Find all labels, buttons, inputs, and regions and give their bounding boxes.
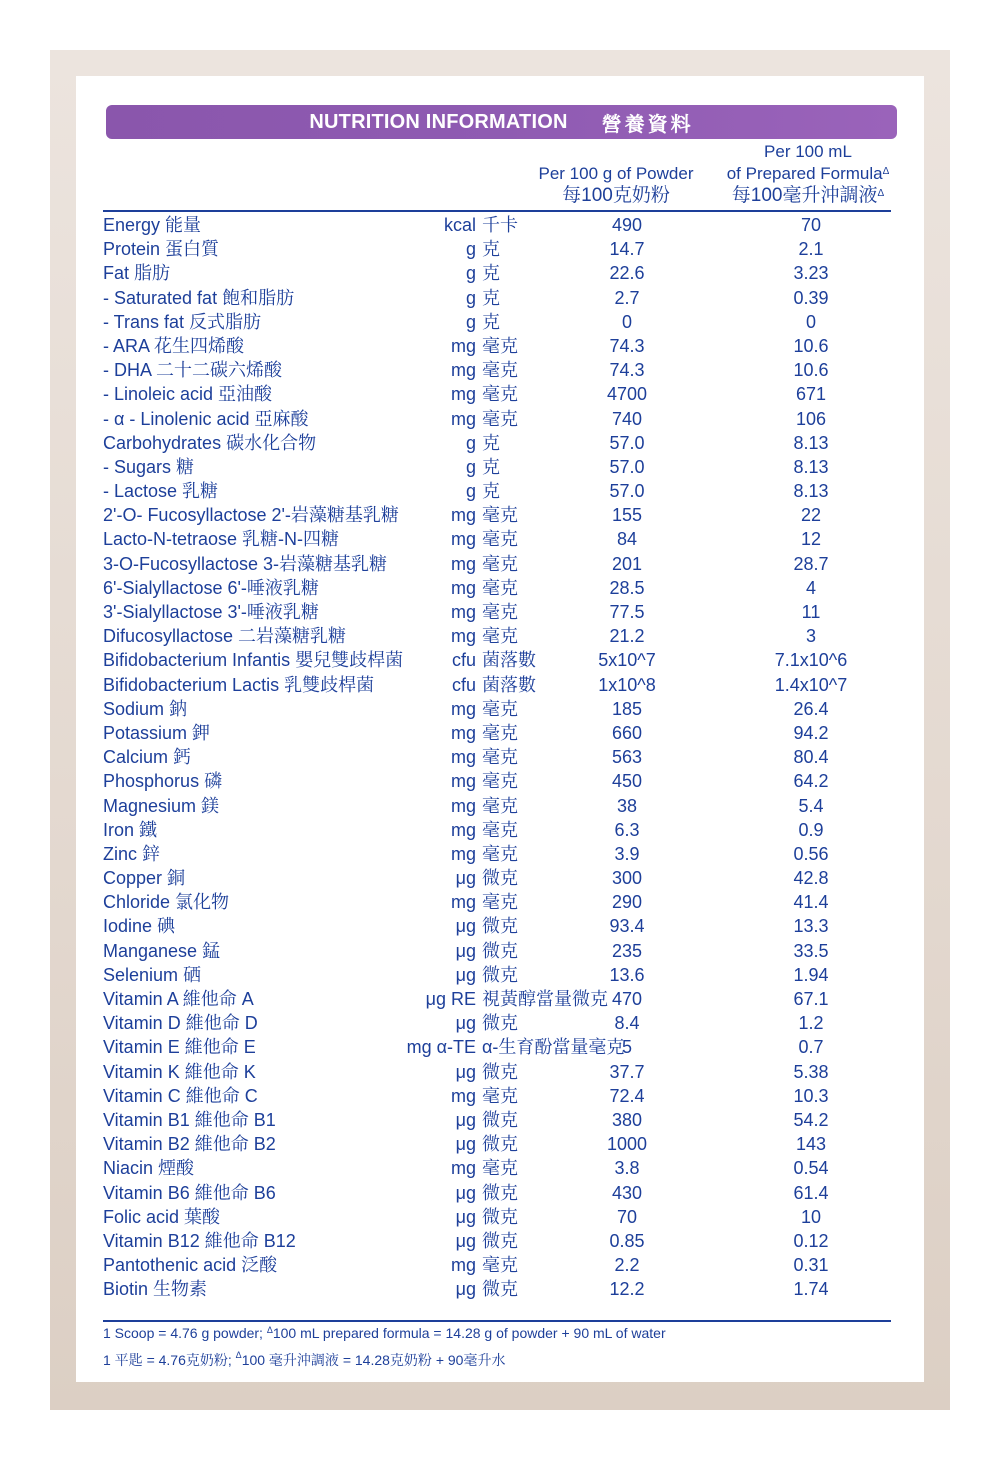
unit-cn: 毫克 bbox=[482, 1085, 518, 1106]
unit-en: mg bbox=[450, 529, 476, 550]
value-per-100ml: 5.38 bbox=[793, 1061, 829, 1082]
table-row bbox=[0, 261, 1000, 285]
nutrient-name: Vitamin B12 維他命 B12 bbox=[103, 1230, 296, 1251]
value-per-100ml: 13.3 bbox=[793, 916, 829, 937]
table-row bbox=[0, 914, 1000, 938]
table-row bbox=[0, 769, 1000, 793]
table-row bbox=[0, 987, 1000, 1011]
table-row bbox=[0, 213, 1000, 237]
nutrient-name: Bifidobacterium Infantis 嬰兒雙歧桿菌 bbox=[103, 650, 404, 671]
table-row bbox=[0, 310, 1000, 334]
footnote-1a: 1 Scoop = 4.76 g powder; bbox=[103, 1325, 263, 1341]
value-per-100g: 1000 bbox=[606, 1134, 648, 1155]
value-per-100ml: 7.1x10^6 bbox=[774, 650, 848, 671]
unit-en: mg bbox=[450, 892, 476, 913]
table-row bbox=[0, 407, 1000, 431]
value-per-100ml: 42.8 bbox=[793, 868, 829, 889]
unit-en: μg bbox=[455, 1013, 476, 1034]
table-row bbox=[0, 334, 1000, 358]
value-per-100ml: 10.6 bbox=[793, 335, 829, 356]
nutrient-name: Selenium 硒 bbox=[103, 964, 202, 985]
nutrient-name: Iron 鐵 bbox=[103, 819, 158, 840]
table-row bbox=[0, 600, 1000, 624]
value-per-100g: 57.0 bbox=[609, 432, 645, 453]
nutrient-name: Vitamin B1 維他命 B1 bbox=[103, 1109, 276, 1130]
unit-cn: 毫克 bbox=[482, 360, 518, 381]
nutrient-name: Iodine 碘 bbox=[103, 916, 176, 937]
value-per-100g: 290 bbox=[611, 892, 643, 913]
unit-cn: 毫克 bbox=[482, 577, 518, 598]
value-per-100g: 57.0 bbox=[609, 481, 645, 502]
value-per-100ml: 3.23 bbox=[793, 263, 829, 284]
table-row bbox=[0, 1156, 1000, 1180]
unit-en: μg bbox=[455, 868, 476, 889]
value-per-100ml: 1.94 bbox=[793, 964, 829, 985]
nutrient-name: 2'-O- Fucosyllactose 2'-岩藻糖基乳糖 bbox=[103, 505, 399, 526]
nutrient-name: 3-O-Fucosyllactose 3-岩藻糖基乳糖 bbox=[103, 553, 388, 574]
unit-cn: 毫克 bbox=[482, 553, 518, 574]
nutrient-name: Manganese 錳 bbox=[103, 940, 221, 961]
value-per-100ml: 0.54 bbox=[793, 1158, 829, 1179]
nutrient-name: Vitamin C 維他命 C bbox=[103, 1085, 258, 1106]
nutrient-name: - ARA 花生四烯酸 bbox=[103, 335, 245, 356]
col1-header-cn: 每100克奶粉 bbox=[562, 185, 670, 206]
value-per-100g: 84 bbox=[616, 529, 638, 550]
unit-cn: 微克 bbox=[482, 1061, 518, 1082]
table-row bbox=[0, 818, 1000, 842]
nutrient-name: Lacto-N-tetraose 乳糖-N-四糖 bbox=[103, 529, 340, 550]
table-row bbox=[0, 1011, 1000, 1035]
value-per-100g: 37.7 bbox=[609, 1061, 645, 1082]
unit-en: μg bbox=[455, 964, 476, 985]
unit-cn: 毫克 bbox=[482, 505, 518, 526]
table-row bbox=[0, 673, 1000, 697]
value-per-100ml: 94.2 bbox=[793, 722, 829, 743]
value-per-100g: 38 bbox=[616, 795, 638, 816]
table-row bbox=[0, 431, 1000, 455]
value-per-100g: 21.2 bbox=[609, 626, 645, 647]
nutrient-name: Zinc 鋅 bbox=[103, 843, 161, 864]
unit-en: g bbox=[465, 311, 476, 332]
unit-en: mg bbox=[450, 408, 476, 429]
col2-header-en-1: Per 100 mL bbox=[764, 142, 852, 161]
unit-cn: 克 bbox=[482, 481, 500, 502]
unit-en: mg bbox=[450, 1158, 476, 1179]
unit-cn: 菌落數 bbox=[482, 674, 536, 695]
unit-cn: 毫克 bbox=[482, 795, 518, 816]
table-row bbox=[0, 1253, 1000, 1277]
table-row bbox=[0, 697, 1000, 721]
value-per-100ml: 2.1 bbox=[798, 239, 824, 260]
nutrient-name: Calcium 鈣 bbox=[103, 747, 192, 768]
unit-en: μg bbox=[455, 1206, 476, 1227]
value-per-100ml: 10.3 bbox=[793, 1085, 829, 1106]
value-per-100ml: 0 bbox=[805, 311, 816, 332]
unit-cn: 毫克 bbox=[482, 335, 518, 356]
value-per-100g: 3.8 bbox=[614, 1158, 640, 1179]
col2-header-en-2: of Prepared Formula bbox=[726, 164, 883, 183]
unit-en: mg bbox=[450, 819, 476, 840]
unit-cn: 毫克 bbox=[482, 1255, 518, 1276]
value-per-100ml: 22 bbox=[800, 505, 822, 526]
unit-en: mg bbox=[450, 335, 476, 356]
value-per-100ml: 54.2 bbox=[793, 1109, 829, 1130]
header-divider bbox=[103, 210, 891, 212]
table-row bbox=[0, 237, 1000, 261]
unit-cn: 毫克 bbox=[482, 747, 518, 768]
table-row bbox=[0, 1084, 1000, 1108]
unit-en: mg bbox=[450, 843, 476, 864]
unit-cn: 毫克 bbox=[482, 698, 518, 719]
value-per-100g: 201 bbox=[611, 553, 643, 574]
unit-cn: 克 bbox=[482, 311, 500, 332]
title-en: NUTRITION INFORMATION bbox=[309, 110, 568, 133]
col1-header bbox=[536, 163, 696, 207]
unit-en: g bbox=[465, 239, 476, 260]
col1-header-en: Per 100 g of Powder bbox=[538, 164, 694, 183]
value-per-100ml: 0.31 bbox=[793, 1255, 829, 1276]
nutrient-name: Vitamin D 維他命 D bbox=[103, 1013, 258, 1034]
value-per-100g: 0 bbox=[621, 311, 632, 332]
unit-en: μg bbox=[455, 916, 476, 937]
value-per-100g: 14.7 bbox=[609, 239, 645, 260]
unit-en: μg bbox=[455, 1134, 476, 1155]
value-per-100ml: 1.74 bbox=[793, 1279, 829, 1300]
unit-cn: 微克 bbox=[482, 1013, 518, 1034]
value-per-100g: 8.4 bbox=[614, 1013, 640, 1034]
unit-cn: 視黃醇當量微克 bbox=[482, 989, 608, 1009]
value-per-100g: 22.6 bbox=[609, 263, 645, 284]
value-per-100g: 70 bbox=[616, 1206, 638, 1227]
table-row bbox=[0, 1060, 1000, 1084]
col2-header-cn: 每100毫升沖調液 bbox=[731, 185, 878, 206]
nutrient-name: Carbohydrates 碳水化合物 bbox=[103, 432, 317, 453]
unit-en: mg α-TE bbox=[406, 1037, 476, 1058]
unit-cn: 微克 bbox=[482, 1134, 518, 1155]
value-per-100ml: 33.5 bbox=[793, 940, 829, 961]
value-per-100ml: 0.9 bbox=[798, 819, 824, 840]
table-row bbox=[0, 963, 1000, 987]
footnote-2a: 1 平匙 = 4.76克奶粉; bbox=[103, 1352, 232, 1368]
unit-cn: 微克 bbox=[482, 964, 518, 985]
unit-cn: 毫克 bbox=[482, 602, 518, 622]
nutrient-name: Sodium 鈉 bbox=[103, 698, 188, 719]
unit-cn: 微克 bbox=[482, 1279, 518, 1300]
value-per-100g: 4700 bbox=[606, 384, 648, 405]
value-per-100g: 5 bbox=[621, 1037, 632, 1058]
value-per-100g: 300 bbox=[611, 868, 643, 889]
unit-en: mg bbox=[450, 602, 476, 622]
delta-mark: Δ bbox=[266, 1325, 273, 1335]
value-per-100g: 450 bbox=[611, 771, 643, 792]
value-per-100g: 57.0 bbox=[609, 456, 645, 477]
value-per-100ml: 4 bbox=[805, 577, 816, 598]
unit-cn: 微克 bbox=[482, 868, 518, 889]
value-per-100ml: 64.2 bbox=[793, 771, 829, 792]
nutrient-name: Chloride 氯化物 bbox=[103, 892, 230, 913]
value-per-100ml: 0.7 bbox=[798, 1037, 824, 1058]
value-per-100ml: 10.6 bbox=[793, 360, 829, 381]
nutrient-name: Vitamin A 維他命 A bbox=[103, 989, 254, 1009]
unit-cn: 毫克 bbox=[482, 626, 518, 647]
unit-cn: 毫克 bbox=[482, 529, 518, 550]
value-per-100g: 74.3 bbox=[609, 360, 645, 381]
nutrient-name: Energy 能量 bbox=[103, 215, 202, 235]
unit-cn: 克 bbox=[482, 432, 500, 453]
unit-cn: 微克 bbox=[482, 1182, 518, 1203]
nutrient-name: Pantothenic acid 泛酸 bbox=[103, 1255, 278, 1276]
table-row bbox=[0, 866, 1000, 890]
unit-en: cfu bbox=[451, 650, 476, 671]
unit-en: mg bbox=[450, 505, 476, 526]
table-row bbox=[0, 1205, 1000, 1229]
unit-cn: 毫克 bbox=[482, 843, 518, 864]
value-per-100ml: 0.56 bbox=[793, 843, 829, 864]
unit-en: g bbox=[465, 432, 476, 453]
unit-en: mg bbox=[450, 1085, 476, 1106]
nutrient-name: 3'-Sialyllactose 3'-唾液乳糖 bbox=[103, 602, 319, 622]
value-per-100g: 5x10^7 bbox=[598, 650, 656, 671]
unit-en: μg bbox=[455, 1182, 476, 1203]
nutrient-name: Fat 脂肪 bbox=[103, 263, 171, 284]
unit-en: mg bbox=[450, 795, 476, 816]
nutrient-name: Potassium 鉀 bbox=[103, 722, 211, 743]
unit-en: kcal bbox=[443, 215, 476, 235]
unit-cn: 微克 bbox=[482, 1206, 518, 1227]
value-per-100g: 93.4 bbox=[609, 916, 645, 937]
nutrient-name: Phosphorus 磷 bbox=[103, 771, 223, 792]
unit-cn: 毫克 bbox=[482, 384, 518, 405]
unit-en: μg bbox=[455, 1279, 476, 1300]
value-per-100g: 740 bbox=[611, 408, 643, 429]
table-row bbox=[0, 1132, 1000, 1156]
nutrient-name: - Lactose 乳糖 bbox=[103, 481, 219, 502]
value-per-100ml: 67.1 bbox=[793, 989, 829, 1009]
unit-en: mg bbox=[450, 1255, 476, 1276]
table-row bbox=[0, 552, 1000, 576]
value-per-100g: 77.5 bbox=[609, 602, 645, 622]
unit-cn: 毫克 bbox=[482, 1158, 518, 1179]
table-row bbox=[0, 382, 1000, 406]
table-row bbox=[0, 358, 1000, 382]
value-per-100ml: 1.2 bbox=[798, 1013, 824, 1034]
nutrient-name: Protein 蛋白質 bbox=[103, 239, 220, 260]
nutrient-name: - Trans fat 反式脂肪 bbox=[103, 311, 262, 332]
unit-cn: 微克 bbox=[482, 1109, 518, 1130]
footnote-line-1 bbox=[103, 1325, 666, 1341]
unit-en: mg bbox=[450, 577, 476, 598]
unit-en: mg bbox=[450, 384, 476, 405]
unit-en: mg bbox=[450, 360, 476, 381]
unit-en: μg bbox=[455, 1230, 476, 1251]
footer-divider bbox=[103, 1320, 891, 1322]
value-per-100ml: 5.4 bbox=[798, 795, 824, 816]
footnote-1b: 100 mL prepared formula = 14.28 g of powder + 90 mL of water bbox=[272, 1325, 666, 1341]
table-row bbox=[0, 576, 1000, 600]
value-per-100g: 185 bbox=[611, 698, 643, 719]
nutrient-name: Vitamin K 維他命 K bbox=[103, 1061, 256, 1082]
value-per-100g: 1x10^8 bbox=[598, 674, 656, 695]
table-row bbox=[0, 648, 1000, 672]
value-per-100g: 6.3 bbox=[614, 819, 640, 840]
unit-en: mg bbox=[450, 747, 476, 768]
nutrient-name: - Saturated fat 飽和脂肪 bbox=[103, 287, 295, 308]
unit-en: μg bbox=[455, 940, 476, 961]
value-per-100g: 430 bbox=[611, 1182, 643, 1203]
value-per-100g: 12.2 bbox=[609, 1279, 645, 1300]
value-per-100g: 2.2 bbox=[614, 1255, 640, 1276]
value-per-100ml: 10 bbox=[800, 1206, 822, 1227]
table-row bbox=[0, 286, 1000, 310]
value-per-100ml: 143 bbox=[795, 1134, 827, 1155]
unit-cn: 微克 bbox=[482, 916, 518, 937]
table-row bbox=[0, 745, 1000, 769]
unit-cn: α-生育酚當量毫克 bbox=[482, 1037, 625, 1058]
nutrient-name: 6'-Sialyllactose 6'-唾液乳糖 bbox=[103, 577, 319, 598]
unit-cn: 微克 bbox=[482, 1230, 518, 1251]
unit-cn: 克 bbox=[482, 287, 500, 308]
table-row bbox=[0, 1035, 1000, 1059]
value-per-100g: 2.7 bbox=[614, 287, 640, 308]
value-per-100g: 74.3 bbox=[609, 335, 645, 356]
unit-cn: 毫克 bbox=[482, 722, 518, 743]
unit-en: g bbox=[465, 481, 476, 502]
nutrient-name: - DHA 二十二碳六烯酸 bbox=[103, 360, 283, 381]
value-per-100ml: 0.39 bbox=[793, 287, 829, 308]
unit-en: g bbox=[465, 263, 476, 284]
unit-cn: 千卡 bbox=[482, 215, 518, 235]
unit-en: g bbox=[465, 287, 476, 308]
table-row bbox=[0, 721, 1000, 745]
unit-en: μg bbox=[455, 1109, 476, 1130]
value-per-100ml: 8.13 bbox=[793, 456, 829, 477]
value-per-100g: 72.4 bbox=[609, 1085, 645, 1106]
nutrient-name: Bifidobacterium Lactis 乳雙歧桿菌 bbox=[103, 674, 375, 695]
value-per-100g: 563 bbox=[611, 747, 643, 768]
value-per-100g: 155 bbox=[611, 505, 643, 526]
value-per-100ml: 12 bbox=[800, 529, 822, 550]
value-per-100ml: 0.12 bbox=[793, 1230, 829, 1251]
delta-mark: Δ bbox=[235, 1350, 242, 1360]
unit-cn: 毫克 bbox=[482, 892, 518, 913]
table-row bbox=[0, 890, 1000, 914]
value-per-100ml: 70 bbox=[800, 215, 822, 235]
unit-en: cfu bbox=[451, 674, 476, 695]
table-row bbox=[0, 842, 1000, 866]
unit-en: mg bbox=[450, 722, 476, 743]
unit-cn: 毫克 bbox=[482, 408, 518, 429]
value-per-100ml: 1.4x10^7 bbox=[774, 674, 848, 695]
footnote-2b: 100 毫升沖調液 = 14.28克奶粉 + 90毫升水 bbox=[241, 1352, 506, 1368]
table-row bbox=[0, 624, 1000, 648]
table-row bbox=[0, 503, 1000, 527]
table-row bbox=[0, 1277, 1000, 1301]
value-per-100g: 0.85 bbox=[609, 1230, 645, 1251]
nutrient-name: Vitamin B6 維他命 B6 bbox=[103, 1182, 276, 1203]
table-row bbox=[0, 794, 1000, 818]
nutrient-name: Difucosyllactose 二岩藻糖乳糖 bbox=[103, 626, 347, 647]
nutrient-name: Niacin 煙酸 bbox=[103, 1158, 195, 1179]
unit-cn: 菌落數 bbox=[482, 650, 536, 671]
value-per-100g: 28.5 bbox=[609, 577, 645, 598]
table-row bbox=[0, 1181, 1000, 1205]
nutrient-name: - α - Linolenic acid 亞麻酸 bbox=[103, 408, 309, 429]
unit-en: g bbox=[465, 456, 476, 477]
value-per-100ml: 80.4 bbox=[793, 747, 829, 768]
nutrient-name: Magnesium 鎂 bbox=[103, 795, 220, 816]
value-per-100g: 380 bbox=[611, 1109, 643, 1130]
table-row bbox=[0, 939, 1000, 963]
unit-cn: 毫克 bbox=[482, 819, 518, 840]
unit-en: μg bbox=[455, 1061, 476, 1082]
table-row bbox=[0, 527, 1000, 551]
unit-en: mg bbox=[450, 553, 476, 574]
table-row bbox=[0, 455, 1000, 479]
unit-en: mg bbox=[450, 626, 476, 647]
table-row bbox=[0, 1229, 1000, 1253]
nutrient-name: - Sugars 糖 bbox=[103, 456, 195, 477]
nutrient-name: Biotin 生物素 bbox=[103, 1279, 208, 1300]
delta-mark: Δ bbox=[882, 166, 890, 177]
value-per-100ml: 41.4 bbox=[793, 892, 829, 913]
nutrient-name: Folic acid 葉酸 bbox=[103, 1206, 221, 1227]
value-per-100g: 3.9 bbox=[614, 843, 640, 864]
title-cn: 營養資料 bbox=[601, 113, 694, 136]
value-per-100ml: 28.7 bbox=[793, 553, 829, 574]
value-per-100g: 235 bbox=[611, 940, 643, 961]
table-row bbox=[0, 1108, 1000, 1132]
value-per-100g: 660 bbox=[611, 722, 643, 743]
value-per-100ml: 8.13 bbox=[793, 432, 829, 453]
delta-mark: Δ bbox=[877, 188, 885, 199]
nutrient-name: Vitamin B2 維他命 B2 bbox=[103, 1134, 276, 1155]
unit-en: mg bbox=[450, 698, 476, 719]
value-per-100ml: 11 bbox=[801, 602, 821, 622]
unit-en: μg RE bbox=[425, 989, 476, 1009]
value-per-100g: 490 bbox=[611, 215, 643, 235]
unit-cn: 克 bbox=[482, 239, 500, 260]
unit-cn: 微克 bbox=[482, 940, 518, 961]
nutrient-name: Vitamin E 維他命 E bbox=[103, 1037, 256, 1058]
nutrition-table bbox=[0, 213, 1000, 1301]
nutrient-name: Copper 銅 bbox=[103, 868, 186, 889]
value-per-100ml: 8.13 bbox=[793, 481, 829, 502]
value-per-100ml: 3 bbox=[805, 626, 816, 647]
table-row bbox=[0, 479, 1000, 503]
unit-cn: 克 bbox=[482, 263, 500, 284]
col2-header bbox=[718, 141, 898, 207]
unit-en: mg bbox=[450, 771, 476, 792]
value-per-100ml: 61.4 bbox=[793, 1182, 829, 1203]
footnote-line-2 bbox=[103, 1350, 505, 1370]
value-per-100ml: 106 bbox=[795, 408, 827, 429]
unit-cn: 毫克 bbox=[482, 771, 518, 792]
unit-cn: 克 bbox=[482, 456, 500, 477]
value-per-100g: 470 bbox=[611, 989, 643, 1009]
value-per-100ml: 26.4 bbox=[793, 698, 829, 719]
value-per-100g: 13.6 bbox=[609, 964, 645, 985]
value-per-100ml: 671 bbox=[795, 384, 827, 405]
nutrient-name: - Linoleic acid 亞油酸 bbox=[103, 384, 273, 405]
title-banner bbox=[106, 105, 897, 139]
